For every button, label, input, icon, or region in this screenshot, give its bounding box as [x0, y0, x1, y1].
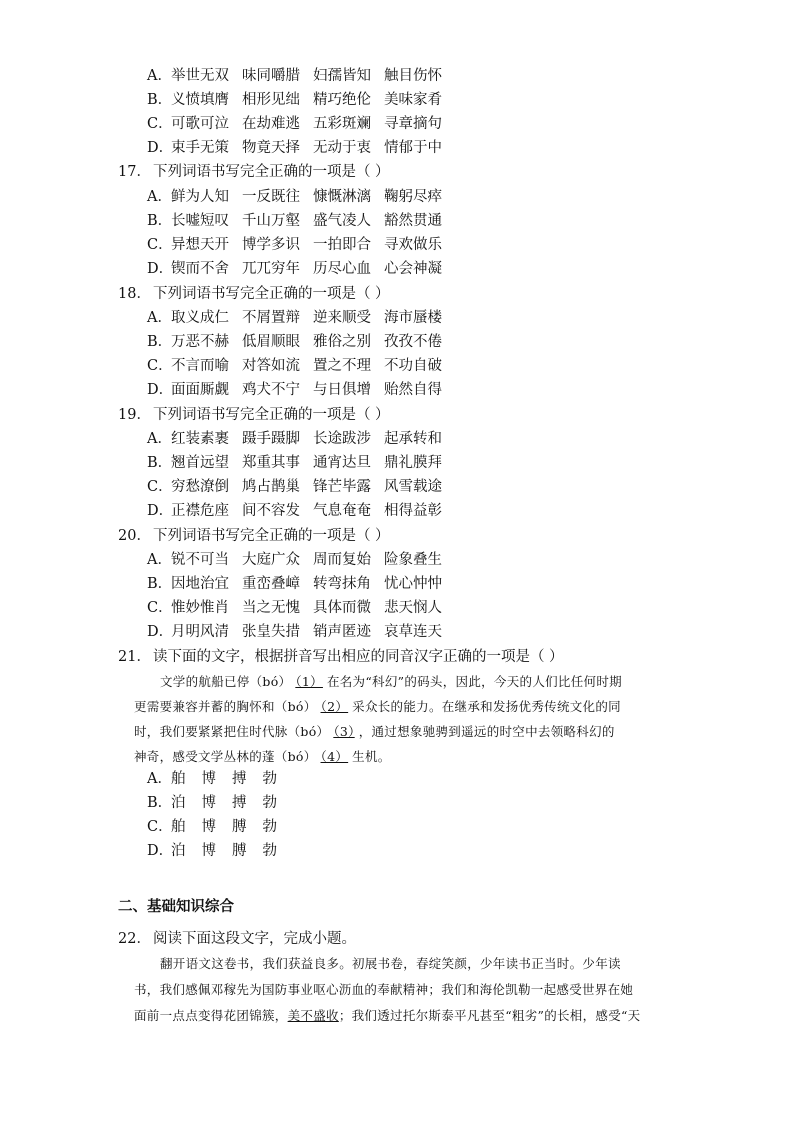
q17-option-d: D．锲而不舍 兀兀穷年 历尽心血 心会神凝 — [147, 261, 442, 277]
q16-option-b: B．义愤填膺 相形见绌 精巧绝伦 美味家肴 — [147, 92, 442, 108]
blank-3: （3） — [333, 724, 355, 739]
q16-option-d: D．束手无策 物竟天择 无动于衷 情郁于中 — [147, 140, 442, 156]
q18-option-d: D．面面厮觑 鸡犬不宁 与日俱增 贻然自得 — [147, 382, 442, 398]
q22-stem: 22． 阅读下面这段文字，完成小题。 — [118, 931, 356, 947]
q21-passage-line-4: 神奇，感受文学丛林的蓬（bó） （4） 生机。 — [134, 749, 391, 764]
q21-option-b: B．泊 博 搏 勃 — [147, 795, 277, 811]
q20-stem: 20． 下列词语书写完全正确的一项是（ ） — [118, 528, 390, 544]
blank-4: （4） — [320, 749, 349, 764]
q22-passage-line-2: 书，我们感佩邓稼先为国防事业呕心沥血的奉献精神；我们和海伦凯勒一起感受世界在她 — [134, 982, 634, 997]
q19-option-d: D．正襟危座 间不容发 气息奄奄 相得益彰 — [147, 503, 442, 519]
q21-option-c: C．舶 博 膊 勃 — [147, 819, 277, 835]
section-heading: 二、基础知识综合 — [118, 898, 234, 915]
q17-option-b: B．长嘘短叹 千山万壑 盛气凌人 豁然贯通 — [147, 213, 442, 229]
q18-option-c: C．不言而喻 对答如流 置之不理 不功自破 — [147, 358, 442, 374]
q20-option-a: A．锐不可当 大庭广众 周而复始 险象叠生 — [147, 552, 442, 568]
q21-option-d: D．泊 博 膊 勃 — [147, 843, 277, 859]
q21-passage-line-2: 更需要兼容并蓄的胸怀和（bó） （2） 采众长的能力。在继承和发扬优秀传统文化的同 — [134, 699, 621, 714]
q20-option-b: B．因地治宜 重峦叠嶂 转弯抹角 忧心忡忡 — [147, 576, 442, 592]
q21-stem: 21． 读下面的文字，根据拼音写出相应的同音汉字正确的一项是（ ） — [118, 649, 564, 665]
q20-option-d: D．月明风清 张皇失措 销声匿迹 哀草连天 — [147, 624, 442, 640]
q16-option-c: C．可歌可泣 在劫难逃 五彩斑斓 寻章摘句 — [147, 116, 442, 132]
q19-option-a: A．红装素裹 蹑手蹑脚 长途跋涉 起承转和 — [147, 431, 442, 447]
blank-1: （1） — [295, 674, 323, 689]
q19-option-c: C．穷愁潦倒 鸠占鹊巢 锋芒毕露 风雪载途 — [147, 479, 442, 495]
q21-passage-line-3: 时，我们要紧紧把住时代脉（bó） （3） ，通过想象驰骋到遥远的时空中去领略科幻的 — [134, 724, 615, 739]
q19-stem: 19． 下列词语书写完全正确的一项是（ ） — [118, 407, 390, 423]
q17-option-c: C．异想天开 博学多识 一拍即合 寻欢做乐 — [147, 237, 442, 253]
q22-passage-line-3: 面前一点点变得花团锦簇，美不盛收；我们透过托尔斯泰平凡甚至“粗劣”的长相，感受“天 — [134, 1008, 641, 1023]
q21-passage-line-1: 文学的航船已停（bó） （1） 在名为“科幻”的码头，因此，今天的人们比任何时期 — [160, 674, 622, 689]
q17-stem: 17． 下列词语书写完全正确的一项是（ ） — [118, 164, 390, 180]
q18-option-b: B．万恶不赫 低眉顺眼 雅俗之别 孜孜不倦 — [147, 334, 442, 350]
blank-2: （2） — [320, 699, 349, 714]
q20-option-c: C．惟妙惟肖 当之无愧 具体而微 悲天悯人 — [147, 600, 442, 616]
q22-passage-line-1: 翻开语文这卷书，我们获益良多。初展书卷，春绽笑颜，少年读书正当时。少年读 — [160, 956, 621, 971]
q16-option-a: A．举世无双 味同嚼腊 妇孺皆知 触目伤怀 — [147, 68, 442, 84]
underlined-phrase: 美不盛收 — [287, 1008, 339, 1023]
q21-option-a: A．舶 博 搏 勃 — [147, 771, 277, 787]
q17-option-a: A．鲜为人知 一反既往 慷慨淋漓 鞠躬尽瘁 — [147, 189, 442, 205]
q19-option-b: B．翘首远望 郑重其事 通宵达旦 鼎礼膜拜 — [147, 455, 442, 471]
q18-stem: 18． 下列词语书写完全正确的一项是（ ） — [118, 286, 390, 302]
q18-option-a: A．取义成仁 不屑置辩 逆来顺受 海市蜃楼 — [147, 310, 442, 326]
